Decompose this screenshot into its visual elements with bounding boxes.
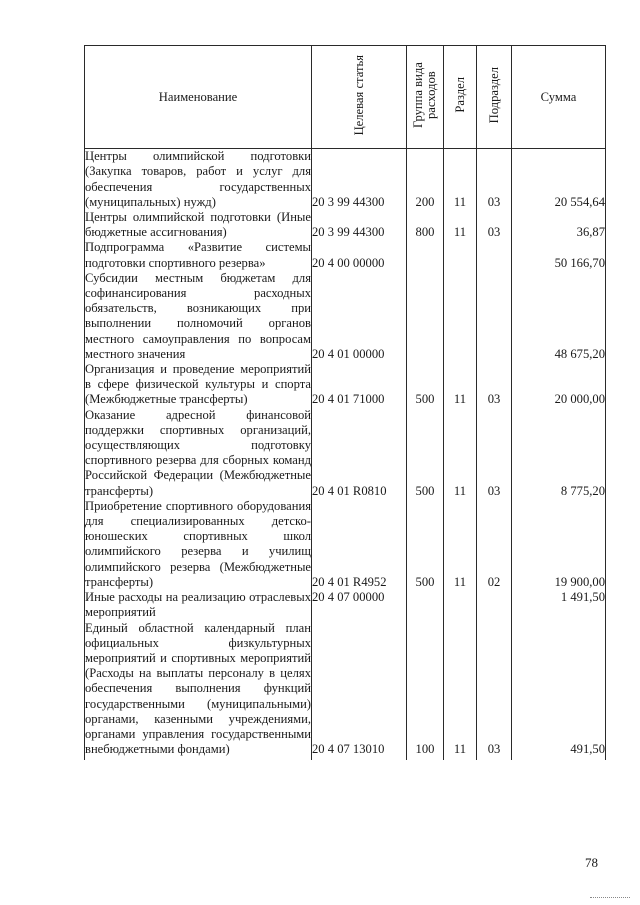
- row-section: 11: [444, 149, 477, 210]
- row-subsection: 03: [477, 149, 512, 210]
- row-name: Приобретение спортивного оборудования для специализированных детско-юношеских спортивных школ олимпийского резерва и училищ олимпийского резерва (Межбюджетные трансферты): [85, 498, 311, 589]
- row-code: 20 4 07 13010: [312, 621, 407, 761]
- row-section: 11: [444, 408, 477, 499]
- table-header-row: [85, 46, 606, 149]
- header-section: Раздел: [444, 46, 477, 149]
- row-code: 20 4 01 R4952: [312, 499, 407, 590]
- row-section: [444, 271, 477, 362]
- header-name: Наименование: [85, 46, 312, 149]
- row-sum: 1 491,50: [512, 590, 606, 620]
- row-group: 500: [407, 499, 444, 590]
- row-name: Центры олимпийской подготовки (Иные бюджетные ассигнования): [85, 210, 311, 240]
- row-name: Организация и проведение мероприятий в сфере физической культуры и спорта (Межбюджетные трансферты): [85, 362, 311, 407]
- row-group: 100: [407, 621, 444, 761]
- row-subsection: 03: [477, 362, 512, 408]
- page-number: 78: [585, 855, 598, 870]
- row-name: Центры олимпийской подготовки (Закупка товаров, работ и услуг для обеспечения государственных (муниципальных) нужд): [85, 149, 311, 209]
- row-subsection: 03: [477, 621, 512, 761]
- row-code: 20 4 01 71000: [312, 362, 407, 408]
- table-row: [85, 408, 606, 499]
- row-sum: 48 675,20: [512, 271, 606, 362]
- row-group: 500: [407, 408, 444, 499]
- row-group: 500: [407, 362, 444, 408]
- table-row: [85, 362, 606, 408]
- table-row: [85, 240, 606, 270]
- row-section: [444, 590, 477, 620]
- table-row: [85, 149, 606, 210]
- budget-table: [84, 45, 606, 760]
- row-code: 20 4 01 R0810: [312, 408, 407, 499]
- row-sum: 8 775,20: [512, 408, 606, 499]
- row-group: [407, 240, 444, 270]
- row-subsection: [477, 590, 512, 620]
- row-subsection: 02: [477, 499, 512, 590]
- row-code: 20 3 99 44300: [312, 149, 407, 210]
- header-target-article: Целевая статья: [312, 46, 407, 149]
- row-sum: 491,50: [512, 621, 606, 761]
- row-section: 11: [444, 210, 477, 240]
- row-sum: 19 900,00: [512, 499, 606, 590]
- row-code: 20 4 01 00000: [312, 271, 407, 362]
- table-row: [85, 621, 606, 761]
- row-subsection: [477, 271, 512, 362]
- table-row: [85, 590, 606, 620]
- row-subsection: [477, 240, 512, 270]
- table-row: [85, 271, 606, 362]
- row-subsection: 03: [477, 210, 512, 240]
- row-group: 200: [407, 149, 444, 210]
- row-code: 20 3 99 44300: [312, 210, 407, 240]
- row-code: 20 4 00 00000: [312, 240, 407, 270]
- row-code: 20 4 07 00000: [312, 590, 407, 620]
- row-name: Субсидии местным бюджетам для софинансирования расходных обязательств, возникающих при выполнении полномочий органов местного самоуправления по вопросам местного значения: [85, 270, 311, 361]
- header-sum: Сумма: [512, 46, 606, 149]
- row-group: 800: [407, 210, 444, 240]
- row-sum: 36,87: [512, 210, 606, 240]
- row-sum: 50 166,70: [512, 240, 606, 270]
- row-sum: 20 000,00: [512, 362, 606, 408]
- row-name: Подпрограмма «Развитие системы подготовки спортивного резерва»: [85, 240, 311, 270]
- row-section: 11: [444, 362, 477, 408]
- table-row: [85, 499, 606, 590]
- table-row: [85, 210, 606, 240]
- row-section: 11: [444, 621, 477, 761]
- row-name: Оказание адресной финансовой поддержки спортивных организаций, осуществляющих подготовку спортивного резерва для сборных команд Российской Федерации (Межбюджетные трансферты): [85, 407, 311, 498]
- scan-artifact-line: [590, 897, 630, 900]
- row-name: Единый областной календарный план официальных физкультурных мероприятий и спортивных мероприятий (Расходы на выплаты персоналу в целях обеспечения выполнения функций государственными (муниципальными) органами, казенными учреждениями, органами управления государственными внебюджетными фондами): [85, 621, 312, 761]
- row-group: [407, 271, 444, 362]
- row-sum: 20 554,64: [512, 149, 606, 210]
- row-subsection: 03: [477, 408, 512, 499]
- row-name: Иные расходы на реализацию отраслевых мероприятий: [85, 590, 311, 620]
- row-section: [444, 240, 477, 270]
- header-subsection: Подраздел: [477, 46, 512, 149]
- row-group: [407, 590, 444, 620]
- row-section: 11: [444, 499, 477, 590]
- header-expense-group: Группа вида расходов: [407, 46, 444, 149]
